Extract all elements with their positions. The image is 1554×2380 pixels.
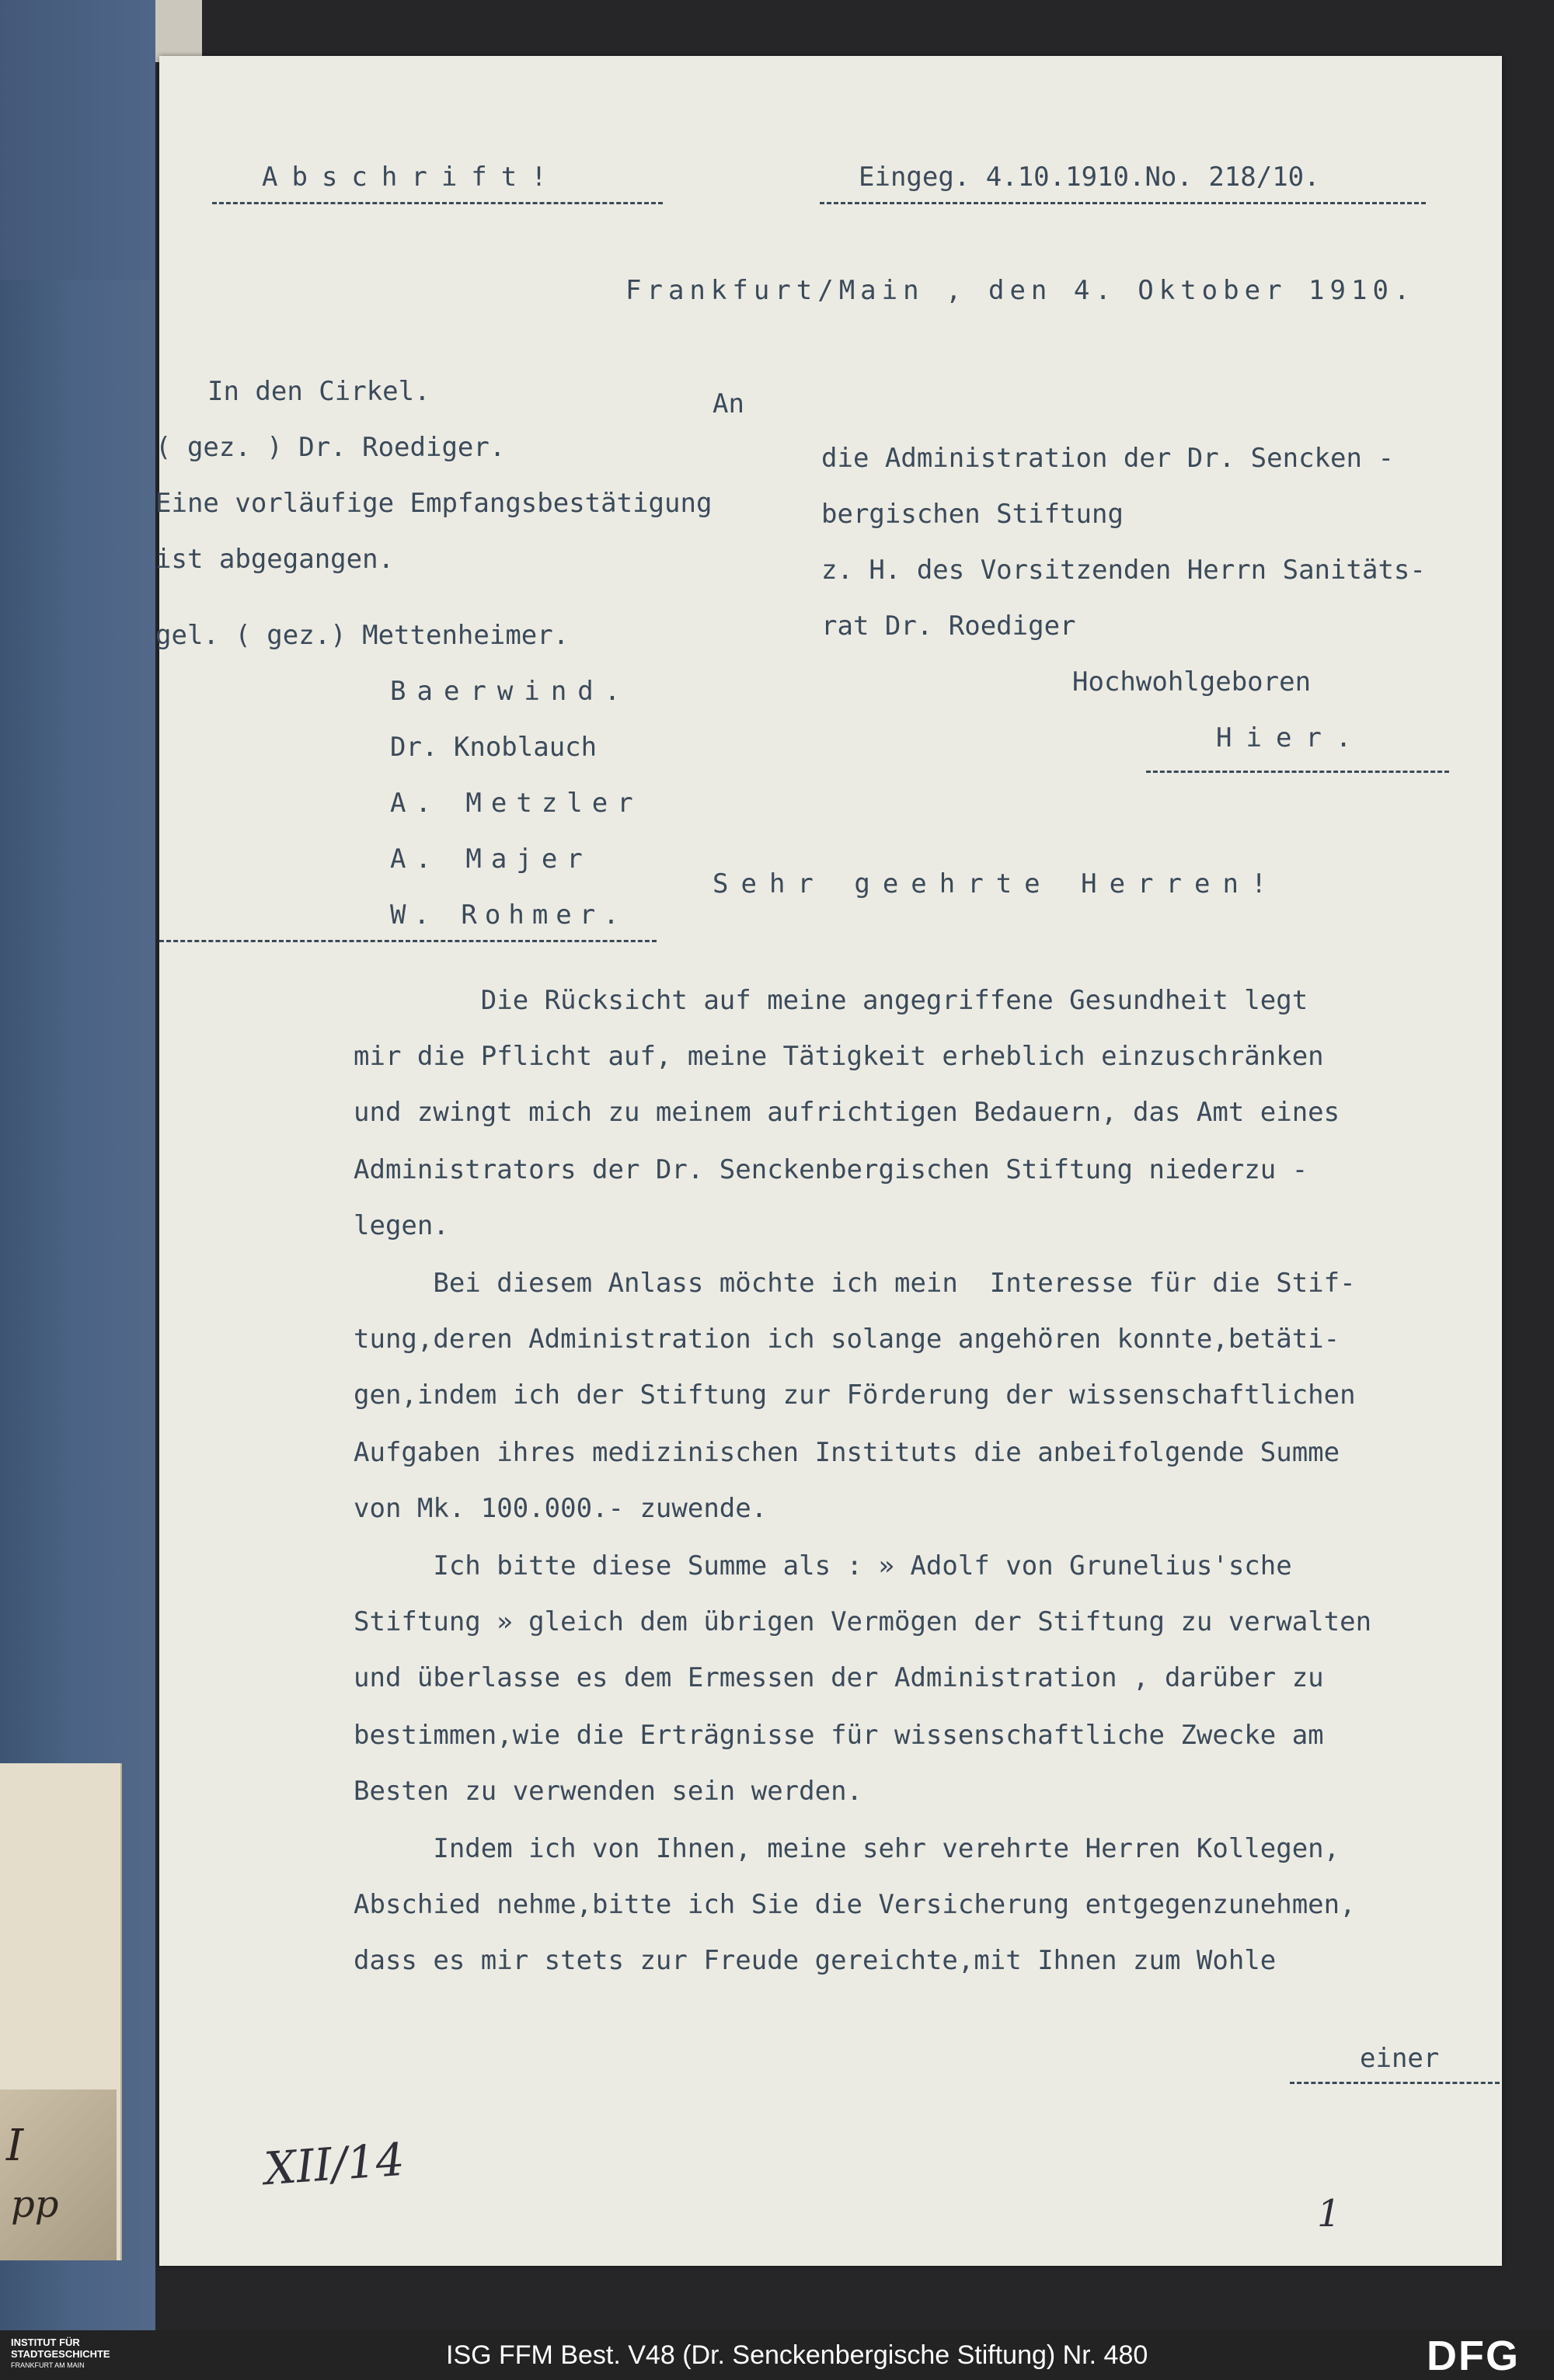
- body-line-7: tung,deren Administration ich solange angehören konnte,betäti-: [354, 1324, 1340, 1355]
- received-rule: [820, 202, 1426, 204]
- board-strip: [155, 0, 202, 62]
- archive-label-card: [0, 2089, 117, 2260]
- handwritten-reference: XII/14: [262, 2132, 406, 2196]
- note-circulation: In den Cirkel.: [207, 376, 430, 407]
- received-stamp-text: Eingeg. 4.10.1910.No. 218/10.: [859, 162, 1320, 193]
- label-scribble-2: pp: [11, 2183, 59, 2226]
- signer-rohmer: W. Rohmer.: [390, 899, 627, 931]
- body-line-3: und zwingt mich zu meinem aufrichtigen Bedauern, das Amt eines: [354, 1097, 1340, 1128]
- body-line-5: legen.: [354, 1210, 449, 1241]
- address-line-6: Hier.: [1216, 722, 1366, 753]
- signers-rule: [159, 940, 657, 942]
- body-line-12: Stiftung » gleich dem übrigen Vermögen der Stiftung zu verwalten: [354, 1606, 1372, 1637]
- institution-line-2: STADTGESCHICHTE: [11, 2348, 110, 2360]
- body-line-16: Indem ich von Ihnen, meine sehr verehrte Herren Kollegen,: [354, 1833, 1340, 1864]
- note-read-mettenheimer: gel. ( gez.) Mettenheimer.: [155, 620, 570, 651]
- footer-caption: ISG FFM Best. V48 (Dr. Senckenbergische Stiftung) Nr. 480: [446, 2340, 1148, 2370]
- address-an: An: [713, 388, 744, 419]
- body-line-15: Besten zu verwenden sein werden.: [354, 1776, 863, 1807]
- catchword: einer: [1360, 2043, 1440, 2074]
- body-line-8: gen,indem ich der Stiftung zur Förderung der wissenschaftlichen: [354, 1380, 1356, 1411]
- address-line-2: bergischen Stiftung: [821, 499, 1124, 530]
- body-line-17: Abschied nehme,bitte ich Sie die Versicherung entgegenzunehmen,: [354, 1889, 1356, 1920]
- copy-mark-rule: [212, 202, 663, 204]
- folder-top: [0, 0, 155, 280]
- note-sent: ist abgegangen.: [155, 544, 395, 575]
- body-line-11: Ich bitte diese Summe als : » Adolf von Grunelius'sche: [354, 1550, 1292, 1581]
- address-line-5: Hochwohlgeboren: [1072, 666, 1312, 698]
- body-line-6: Bei diesem Anlass möchte ich mein Interesse für die Stif-: [354, 1268, 1356, 1299]
- address-line-4: rat Dr. Roediger: [821, 611, 1076, 642]
- signer-knoblauch: Dr. Knoblauch: [390, 732, 598, 763]
- dfg-logo: DFG: [1427, 2333, 1520, 2379]
- address-rule: [1146, 771, 1449, 773]
- body-line-18: dass es mir stets zur Freude gereichte,mit Ihnen zum Wohle: [354, 1945, 1277, 1976]
- body-line-13: und überlasse es dem Ermessen der Administration , darüber zu: [354, 1662, 1324, 1693]
- handwritten-page-number: 1: [1317, 2192, 1341, 2236]
- note-signed-roediger: ( gez. ) Dr. Roediger.: [155, 432, 506, 463]
- body-line-9: Aufgaben ihres medizinischen Instituts die anbeifolgende Summe: [354, 1437, 1340, 1468]
- body-line-1: Die Rücksicht auf meine angegriffene Gesundheit legt: [354, 985, 1308, 1016]
- address-line-3: z. H. des Vorsitzenden Herrn Sanitäts-: [821, 555, 1426, 586]
- institution-line-3: FRANKFURT AM MAIN: [11, 2361, 85, 2369]
- signer-baerwind: Baerwind.: [390, 676, 632, 707]
- address-line-1: die Administration der Dr. Sencken -: [821, 443, 1394, 474]
- body-line-10: von Mk. 100.000.- zuwende.: [354, 1493, 768, 1524]
- catchword-rule: [1290, 2082, 1500, 2084]
- note-acknowledgement: Eine vorläufige Empfangsbestätigung: [155, 488, 713, 519]
- institution-logo: [11, 2337, 110, 2371]
- salutation: Sehr geehrte Herren!: [713, 868, 1280, 899]
- signer-majer: A. Majer: [390, 844, 592, 875]
- place-date: Frankfurt/Main , den 4. Oktober 1910.: [625, 275, 1416, 306]
- body-line-4: Administrators der Dr. Senckenbergischen Stiftung niederzu -: [354, 1154, 1308, 1185]
- label-scribble-1: I: [6, 2121, 24, 2171]
- letter-page: [155, 56, 1502, 2266]
- signer-metzler: A. Metzler: [390, 788, 643, 819]
- body-line-2: mir die Pflicht auf, meine Tätigkeit erheblich einzuschränken: [354, 1041, 1324, 1072]
- institution-line-1: INSTITUT FÜR: [11, 2337, 80, 2348]
- body-line-14: bestimmen,wie die Erträgnisse für wissenschaftliche Zwecke am: [354, 1720, 1324, 1751]
- copy-mark: Abschrift!: [262, 162, 561, 193]
